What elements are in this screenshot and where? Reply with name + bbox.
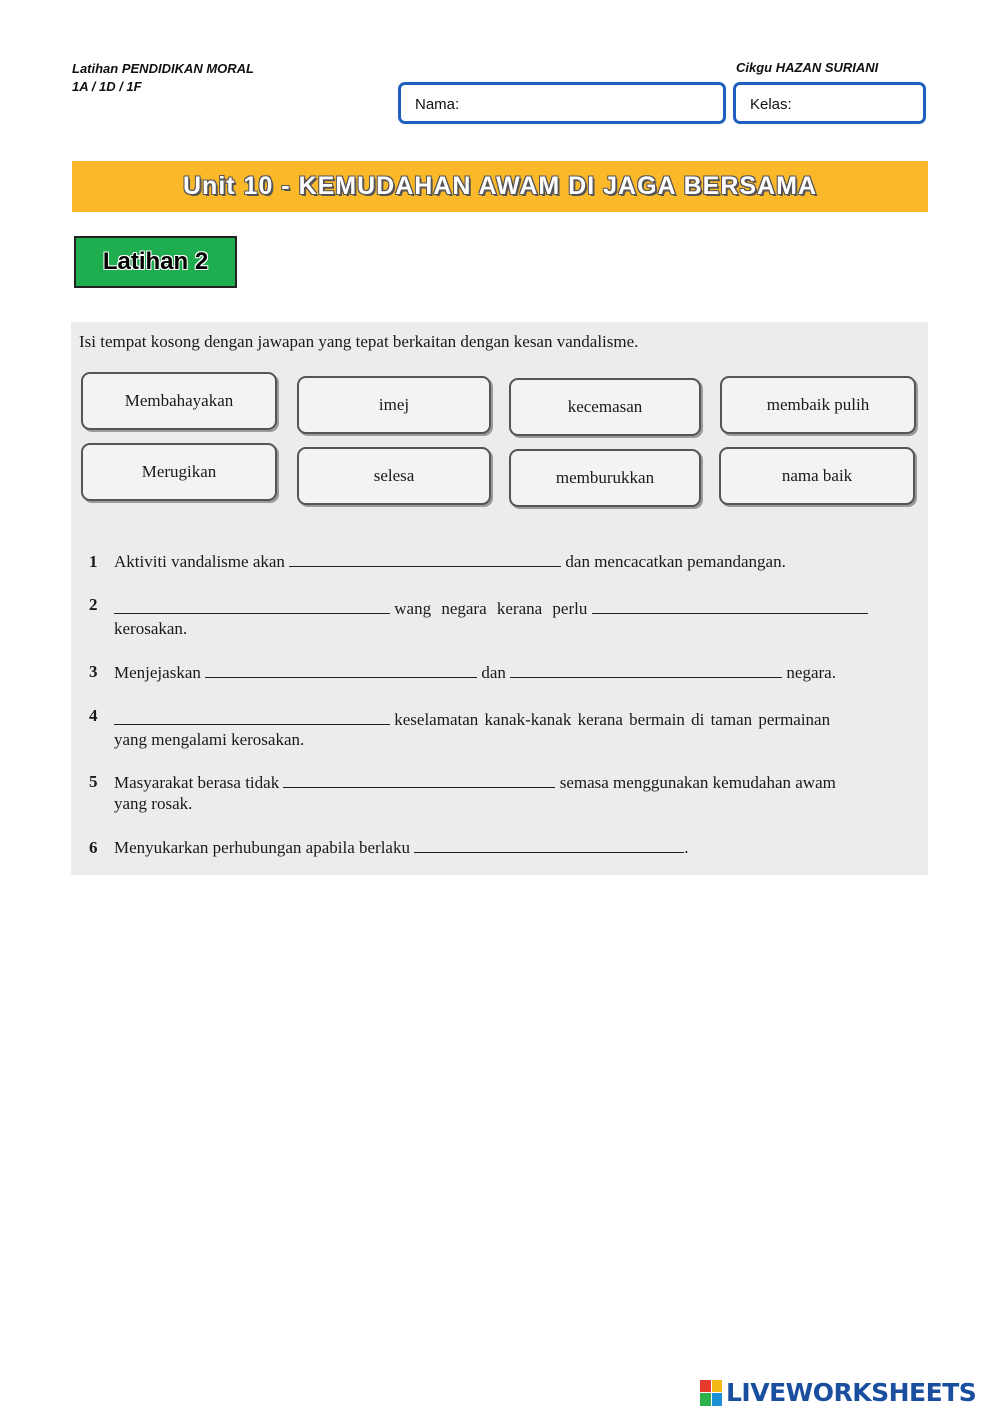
answer-blank-1[interactable] [289, 551, 561, 567]
class-field[interactable] [733, 82, 926, 124]
name-label: Nama: [415, 96, 460, 113]
answer-blank-3b[interactable] [510, 662, 782, 678]
answer-blank-3a[interactable] [205, 662, 477, 678]
word-bank-item[interactable]: Membahayakan [81, 372, 277, 430]
logo-square-green [700, 1393, 711, 1406]
question-4: keselamatan kanak-kanak kerana bermain di taman permainan [114, 709, 830, 731]
header-left [72, 60, 254, 96]
question-4-continued: yang mengalami kerosakan. [114, 730, 305, 749]
word-bank-item[interactable]: membaik pulih [720, 376, 916, 434]
logo-square-blue [712, 1393, 723, 1406]
teacher-name: Cikgu HAZAN SURIANI [736, 60, 879, 75]
answer-blank-5[interactable] [283, 772, 555, 788]
answer-blank-6[interactable] [414, 837, 684, 853]
question-number: 5 [89, 772, 98, 791]
word-bank-item[interactable]: Merugikan [81, 443, 277, 501]
question-3: Menjejaskan dan negara. [114, 663, 836, 682]
logo-square-yellow [712, 1380, 723, 1393]
class-label: Kelas: [750, 96, 792, 113]
word-bank-item[interactable]: nama baik [719, 447, 915, 505]
answer-blank-2b[interactable] [592, 598, 868, 614]
exercise-badge [74, 236, 237, 288]
brand-name: LIVEWORKSHEETS [726, 1378, 977, 1407]
question-number: 1 [89, 552, 98, 571]
question-number: 3 [89, 662, 98, 681]
worksheet-panel [71, 322, 928, 875]
unit-title-banner [72, 161, 928, 212]
name-field[interactable] [398, 82, 726, 124]
exercise-label: Latihan 2 [102, 248, 209, 275]
word-bank-item[interactable]: memburukkan [509, 449, 701, 507]
instruction-text: Isi tempat kosong dengan jawapan yang tepat berkaitan dengan kesan vandalisme. [79, 332, 639, 351]
answer-blank-2a[interactable] [114, 598, 390, 614]
question-number: 6 [89, 838, 98, 857]
liveworksheets-logo [700, 1378, 976, 1407]
class-list: 1A / 1D / 1F [72, 79, 142, 94]
question-number: 4 [89, 706, 98, 725]
question-1: Aktiviti vandalisme akan dan mencacatkan pemandangan. [114, 552, 786, 571]
word-bank-item[interactable]: imej [297, 376, 491, 434]
question-2-continued: kerosakan. [114, 619, 188, 638]
logo-square-red [700, 1380, 711, 1393]
question-6: Menyukarkan perhubungan apabila berlaku . [114, 838, 689, 857]
answer-blank-4[interactable] [114, 709, 390, 725]
word-bank-item[interactable]: kecemasan [509, 378, 701, 436]
subject-title: Latihan PENDIDIKAN MORAL [72, 61, 254, 76]
unit-title: Unit 10 - KEMUDAHAN AWAM DI JAGA BERSAMA [183, 172, 817, 200]
question-5: Masyarakat berasa tidak semasa menggunakan kemudahan awam [114, 773, 836, 792]
question-2: wang negara kerana perlu [114, 598, 868, 620]
question-number: 2 [89, 595, 98, 614]
word-bank-item[interactable]: selesa [297, 447, 491, 505]
logo-icon [700, 1380, 722, 1406]
question-5-continued: yang rosak. [114, 794, 193, 813]
